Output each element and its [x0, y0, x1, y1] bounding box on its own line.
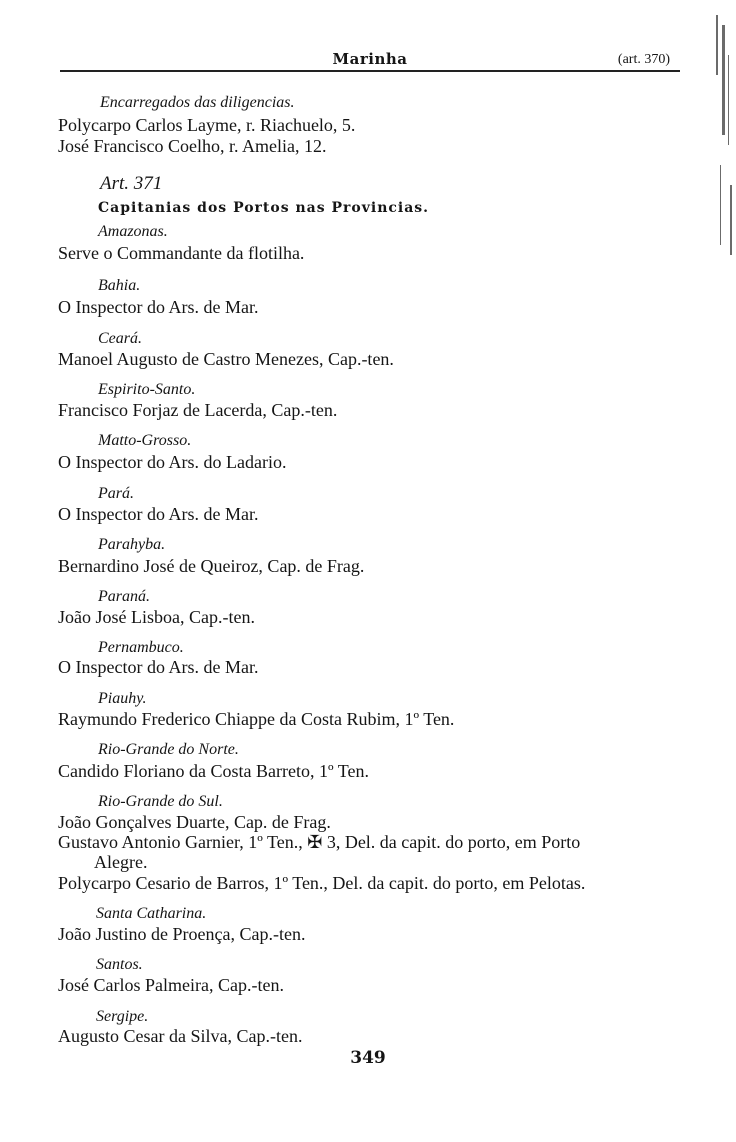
header-rule	[60, 70, 680, 72]
province-name: Matto-Grosso.	[98, 432, 192, 449]
province-name: Paraná.	[98, 588, 150, 605]
entry-line: O Inspector do Ars. de Mar.	[58, 504, 259, 524]
running-title: Marinha	[332, 50, 408, 68]
entry-line: Serve o Commandante da flotilha.	[58, 243, 305, 263]
section-title: Encarregados das diligencias.	[100, 94, 295, 111]
entry-line: João Justino de Proença, Cap.-ten.	[58, 924, 306, 944]
entry-line: Polycarpo Cesario de Barros, 1º Ten., Del. da capit. do porto, em Pelotas.	[58, 873, 586, 893]
entry-line: José Francisco Coelho, r. Amelia, 12.	[58, 136, 327, 156]
entry-line: Francisco Forjaz de Lacerda, Cap.-ten.	[58, 400, 338, 420]
province-name: Parahyba.	[98, 536, 166, 553]
page-number: 349	[350, 1048, 386, 1068]
entry-line: Candido Floriano da Costa Barreto, 1º Ten.	[58, 761, 369, 781]
entry-line: Manoel Augusto de Castro Menezes, Cap.-ten.	[58, 349, 394, 369]
province-name: Rio-Grande do Sul.	[98, 793, 223, 810]
province-name: Bahia.	[98, 277, 141, 294]
article-heading: Capitanias dos Portos nas Provincias.	[98, 200, 430, 216]
entry-line: O Inspector do Ars. de Mar.	[58, 297, 259, 317]
running-head	[60, 50, 680, 72]
article-number: Art. 371	[100, 173, 163, 194]
province-name: Santa Catharina.	[96, 905, 207, 922]
province-name: Amazonas.	[98, 223, 168, 240]
article-reference: (art. 370)	[617, 52, 670, 67]
province-name: Rio-Grande do Norte.	[98, 741, 239, 758]
entry-line: Gustavo Antonio Garnier, 1º Ten., ✠ 3, Del. da capit. do porto, em Porto	[58, 832, 581, 852]
binding-edge-noise	[710, 15, 736, 285]
province-name: Espirito-Santo.	[98, 381, 196, 398]
entry-line: João José Lisboa, Cap.-ten.	[58, 607, 255, 627]
entry-line: Polycarpo Carlos Layme, r. Riachuelo, 5.	[58, 115, 356, 135]
entry-line: José Carlos Palmeira, Cap.-ten.	[58, 975, 284, 995]
province-name: Sergipe.	[96, 1008, 149, 1025]
entry-line: Augusto Cesar da Silva, Cap.-ten.	[58, 1026, 303, 1046]
entry-line: Bernardino José de Queiroz, Cap. de Frag.	[58, 556, 365, 576]
entry-line: Raymundo Frederico Chiappe da Costa Rubim, 1º Ten.	[58, 709, 455, 729]
entry-line: Alegre.	[94, 852, 148, 872]
entry-line: João Gonçalves Duarte, Cap. de Frag.	[58, 812, 331, 832]
province-name: Pernambuco.	[98, 639, 184, 656]
province-name: Ceará.	[98, 330, 142, 347]
province-name: Santos.	[96, 956, 143, 973]
entry-line: O Inspector do Ars. de Mar.	[58, 657, 259, 677]
entry-line: O Inspector do Ars. do Ladario.	[58, 452, 287, 472]
province-name: Piauhy.	[98, 690, 147, 707]
province-name: Pará.	[98, 485, 134, 502]
